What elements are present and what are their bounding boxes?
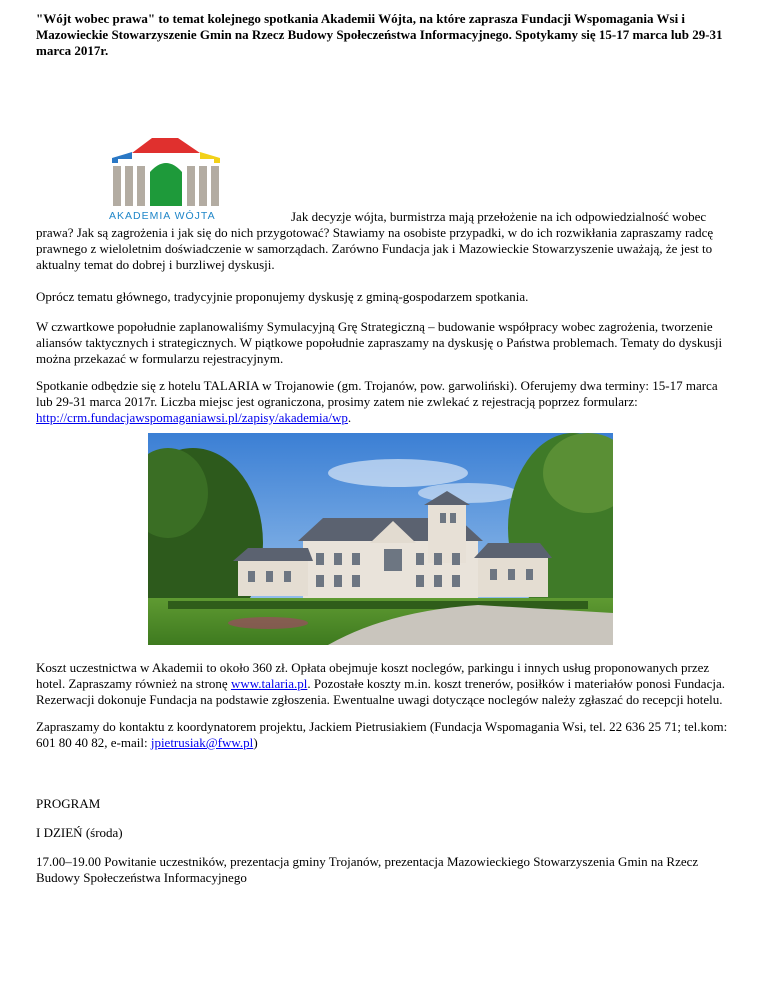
logo-door: [150, 163, 182, 206]
venue-text: Spotkanie odbędzie się z hotelu TALARIA w Trojanowie (gm. Trojanów, pow. garwoliński). Oferujemy dwa terminy: 15-17 marca lub 29-31 marca 2017r. Liczba miejsc jest ograniczona, prosimy zatem nie zwlekać z rejestracją poprzez formularz:: [36, 378, 718, 409]
contact-paragraph: [36, 719, 736, 751]
hotel-photo-graphic: [148, 433, 613, 645]
cost-text-2: . Pozostałe koszty m.in. koszt trenerów, posiłków i materiałów ponosi Fundacja. Rezerwacji dokonuje Fundacja na podstawie zgłoszenia. Ewentualne uwagi dotyczące noclegów należy zgłaszać do recepcji hotelu.: [36, 676, 725, 707]
thursday-paragraph: W czwartkowe popołudnie zaplanowaliśmy Symulacyjną Grę Strategiczną – budowanie współpracy wobec zagrożenia, tworzenie aliansów taktycznych i strategicznych. W piątkowe popołudnie zapraszamy na dyskusję o Państwa problemach. Tematy do dyskusji można przekazać w formularzu rejestracyjnym.: [36, 319, 723, 366]
logo-column: [137, 166, 145, 206]
email-link[interactable]: jpietrusiak@fww.pl: [150, 735, 254, 750]
hotel-photo: [148, 433, 613, 645]
logo-column: [125, 166, 133, 206]
logo-column: [113, 166, 121, 206]
intro-text: Jak decyzje wójta, burmistrza mają przełożenie na ich odpowiedzialność wobec prawa? Jak są zagrożenia i jak się do nich przygotować? Stawiamy na osobiste przypadki, w do ich rozwikłania zapraszamy radcę prawnego z wieloletnim doświadczenie w samorządach. Zarówno Fundacja jak i Mazowieckie Stowarzyszenie uważają, że jest to aktualny temat do dobrej i burzliwej dyskusji.: [36, 209, 714, 272]
article-heading: "Wójt wobec prawa" to temat kolejnego spotkania Akademii Wójta, na które zaprasza Fundacji Wspomagania Wsi i Mazowieckie Stowarzyszenie Gmin na Rzecz Budowy Społeczeństwa Informacyjnego. Spotykamy się 15-17 marca lub 29-31 marca 2017r.: [36, 11, 723, 58]
cost-text: Koszt uczestnictwa w Akademii to około 360 zł. Opłata obejmuje koszt noclegów, parkingu i innych usług proponowanych przez hotel. Zapraszamy również na stronę: [36, 660, 710, 691]
logo-text: AKADEMIA WÓJTA: [109, 210, 216, 222]
talaria-link[interactable]: www.talaria.pl: [230, 676, 308, 691]
program-heading: PROGRAM: [36, 796, 101, 811]
agenda-item: 17.00–19.00 Powitanie uczestników, prezentacja gminy Trojanów, prezentacja Mazowieckiego Stowarzyszenia Gmin na Rzecz Budowy Społeczeństwa Informacyjnego: [36, 854, 699, 885]
main-topic-paragraph: Oprócz tematu głównego, tradycyjnie proponujemy dyskusję z gminą-gospodarzem spotkania.: [36, 289, 529, 304]
logo-column: [211, 166, 219, 206]
intro-paragraph: [36, 209, 736, 273]
contact-tail: ): [253, 735, 258, 750]
venue-paragraph: [36, 378, 736, 426]
logo-roof: [132, 138, 200, 153]
day-one-heading: I DZIEŃ (środa): [36, 825, 123, 840]
contact-text: Zapraszamy do kontaktu z koordynatorem projektu, Jackiem Pietrusiakiem (Fundacja Wspomagania Wsi, tel. 22 636 25 71; tel.kom: 601 80 40 82, e-mail:: [36, 719, 728, 750]
logo-blue-frame: [112, 152, 132, 163]
logo-yellow-frame: [200, 152, 220, 163]
logo-column: [187, 166, 195, 206]
logo-column: [199, 166, 207, 206]
cost-paragraph: [36, 660, 736, 708]
registration-link[interactable]: http://crm.fundacjawspomaganiawsi.pl/zapisy/akademia/wp: [36, 410, 348, 425]
venue-tail: .: [347, 410, 352, 425]
